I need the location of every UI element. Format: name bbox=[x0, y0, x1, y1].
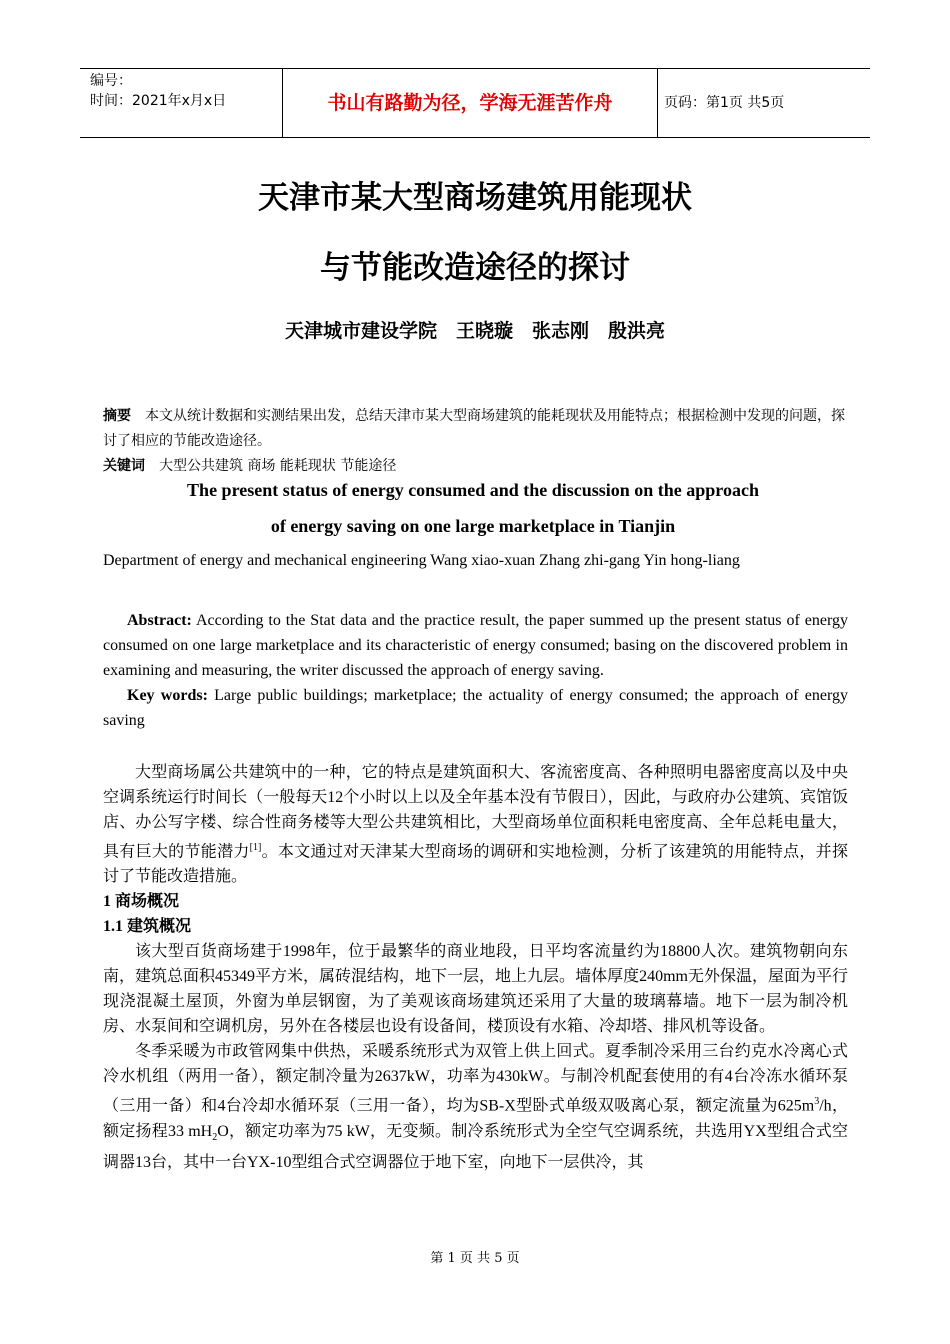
keywords-en-label: Key words: bbox=[127, 687, 208, 704]
document-header bbox=[80, 68, 870, 138]
abstract-en bbox=[103, 608, 848, 733]
intro-paragraph: 大型商场属公共建筑中的一种，它的特点是建筑面积大、客流密度高、各种照明电器密度高以及中央空调系统运行时间长（一般每天12个小时以上以及全年基本没有节假日），因此，与政府办公建筑、宾馆饭店、办公写字楼、综合性商务楼等大型公共建筑相比，大型商场单位面积耗电密度高、全年总耗电量大，具有巨大的节能潜力[1]。本文通过对天津某大型商场的调研和实地检测，分析了该建筑的用能特点，并探讨了节能改造措施。 bbox=[103, 764, 848, 886]
document-date: 时间：2021年x月x日 bbox=[90, 93, 227, 109]
abstract-en-paragraph bbox=[103, 608, 848, 683]
header-meta bbox=[80, 69, 282, 137]
english-authors: Department of energy and mechanical engineering Wang xiao-xuan Zhang zhi-gang Yin hong-liang bbox=[103, 552, 740, 569]
body-text bbox=[103, 760, 848, 1175]
keywords-cn-text: 大型公共建筑 商场 能耗现状 节能途径 bbox=[159, 458, 397, 474]
hvac-paragraph: 冬季采暖为市政管网集中供热，采暖系统形式为双管上供上回式。夏季制冷采用三台约克水冷离心式冷水机组（两用一备），额定制冷量为2637kW，功率为430kW。与制冷机配套使用的有4台冷冻水循环泵（三用一备）和4台冷却水循环泵（三用一备），均为SB-X型卧式单级双吸离心泵，额定流量为$625m^3/h$，额定扬程33 $mH_2O$，额定功率为75 kW，无变频。制冷系统形式为全空气空调系统，共选用YX型组合式空调器13台，其中一台YX-10型组合式空调器位于地下室，向地下一层供冷，其 bbox=[103, 1043, 848, 1171]
keywords-en-paragraph bbox=[103, 683, 848, 733]
keywords-cn bbox=[103, 454, 848, 479]
title-line-1: 天津市某大型商场建筑用能现状 bbox=[258, 180, 692, 216]
abstract-cn-text: 本文从统计数据和实测结果出发，总结天津市某大型商场建筑的能耗现状及用能特点；根据检测中发现的问题，探讨了相应的节能改造途径。 bbox=[103, 408, 845, 449]
keywords-en-text: Large public buildings; marketplace; the actuality of energy consumed; the approach of energy saving bbox=[103, 687, 849, 729]
abstract-en-text: According to the Stat data and the practice result, the paper summed up the present status of energy consumed on one large marketplace and its characteristic of energy consumed; basing on the discovered problem in examining and measuring, the writer discussed the approach of energy saving. bbox=[103, 612, 848, 679]
section-1-heading: 1 商场概况 bbox=[103, 893, 180, 911]
authors: 天津城市建设学院 王晓璇 张志刚 殷洪亮 bbox=[284, 320, 665, 342]
abstract-cn-label: 摘要 bbox=[103, 408, 131, 424]
page-footer: 第 1 页 共 5 页 bbox=[430, 1251, 520, 1266]
building-paragraph: 该大型百货商场建于1998年，位于最繁华的商业地段，日平均客流量约为18800人次。建筑物朝向东南，建筑总面积45349平方米，属砖混结构，地下一层，地上九层。墙体厚度240mm无外保温，屋面为平行现浇混凝土屋顶，外窗为单层钢窗，为了美观该商场建筑还采用了大量的玻璃幕墙。地下一层为制冷机房、水泵间和空调机房，另外在各楼层也设有设备间，楼顶设有水箱、冷却塔、排风机等设备。 bbox=[103, 943, 848, 1036]
abstract-cn bbox=[103, 404, 848, 454]
title-line-2: 与节能改造途径的探讨 bbox=[320, 250, 630, 286]
header-motto: 书山有路勤为径，学海无涯苦作舟 bbox=[282, 69, 658, 137]
english-title-line-1: The present status of energy consumed and the discussion on the approach bbox=[187, 480, 759, 500]
citation-ref: [1] bbox=[249, 842, 262, 853]
document-number: 编号： bbox=[90, 73, 132, 89]
section-1-1-heading: 1.1 建筑概况 bbox=[103, 918, 192, 936]
header-page-info: 页码：第1页 共5页 bbox=[664, 95, 785, 111]
abstract-en-label: Abstract: bbox=[127, 612, 192, 629]
keywords-cn-label: 关键词 bbox=[103, 458, 145, 474]
english-title-line-2: of energy saving on one large marketplace in Tianjin bbox=[270, 516, 676, 536]
